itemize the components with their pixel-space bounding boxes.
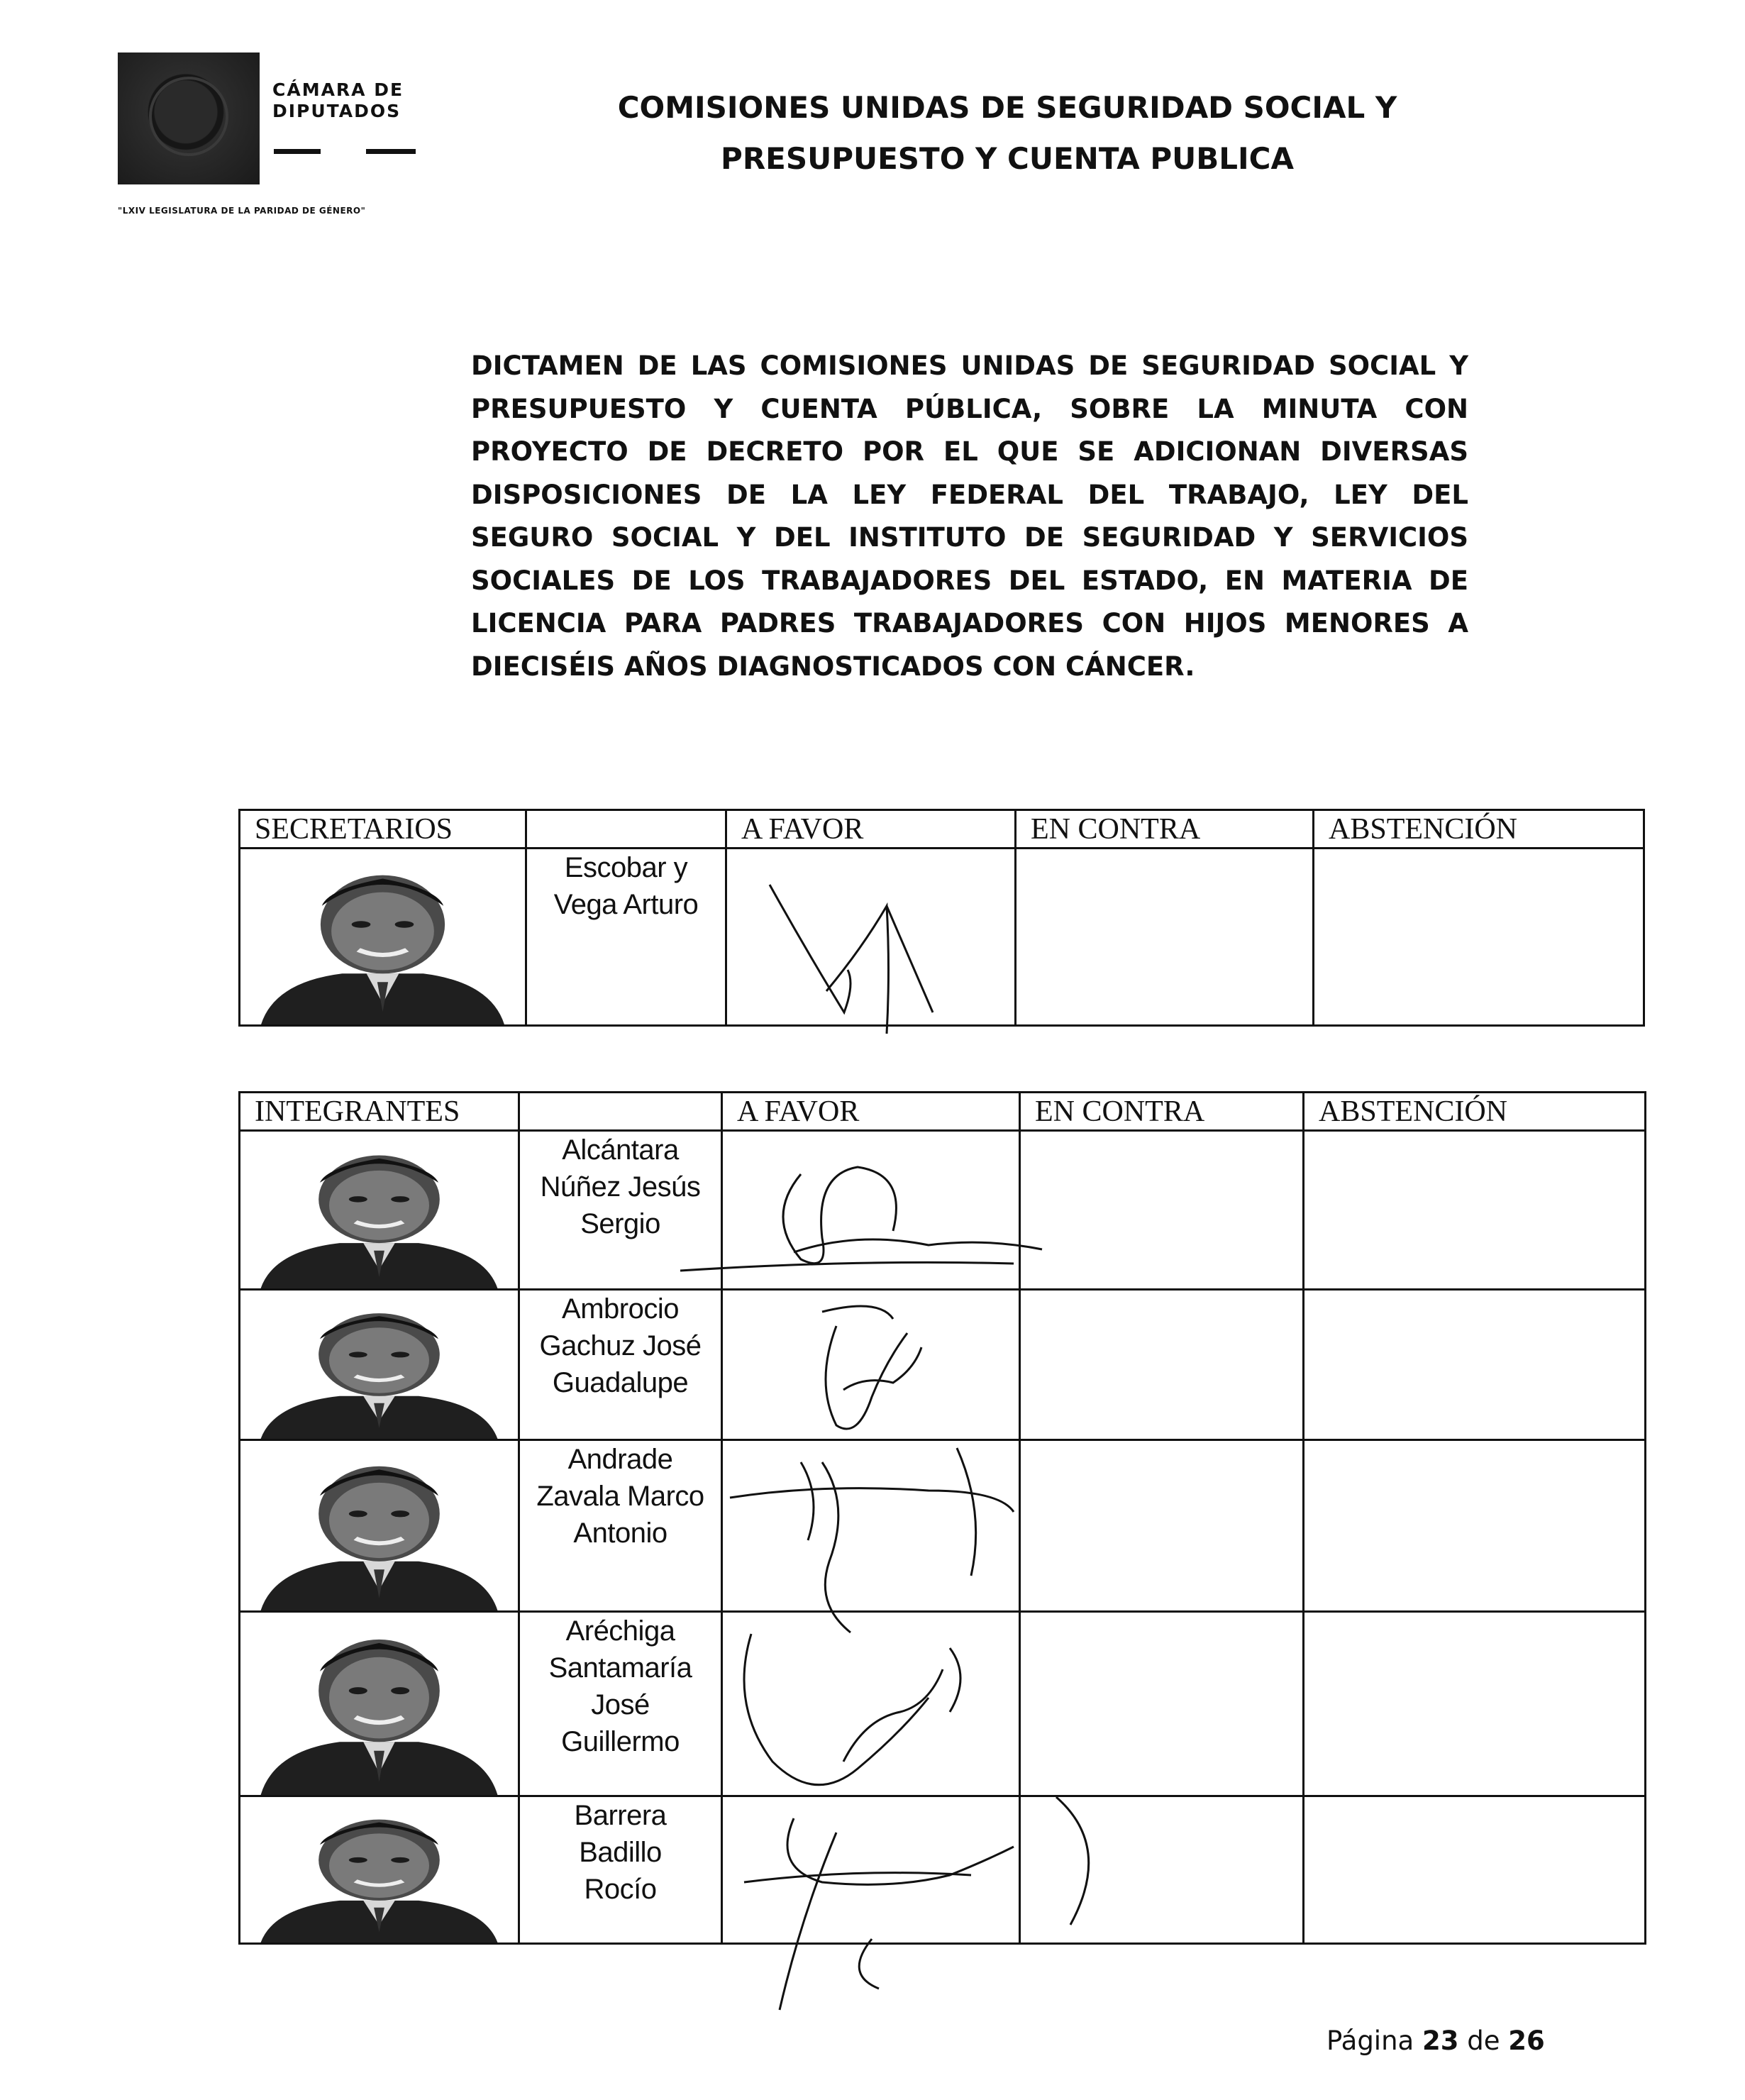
dictamen-text: DICTAMEN DE LAS COMISIONES UNIDAS DE SEGURIDAD SOCIAL Y PRESUPUESTO Y CUENTA PÚBLICA, SOBRE LA MINUTA CON PROYECTO DE DECRETO POR EL QUE SE ADICIONAN DIVERSAS DISPOSICIONES DE LA LEY FEDERAL DEL TRABAJO, LEY DEL SEGURO SOCIAL Y DEL INSTITUTO DE SEGURIDAD Y SERVICIOS SOCIALES DE LOS TRABAJADORES DEL ESTADO, EN MATERIA DE LICENCIA PARA PADRES TRABAJADORES CON HIJOS MENORES A DIECISÉIS AÑOS DIAGNOSTICADOS CON CÁNCER. xyxy=(471,350,1468,682)
logo-bar-right xyxy=(366,149,416,154)
favor-cell xyxy=(726,849,1016,1026)
logo-text xyxy=(272,79,428,122)
table-row xyxy=(240,849,1644,1026)
header-favor: A FAVOR xyxy=(726,810,1016,849)
table-row xyxy=(240,1131,1646,1290)
member-photo xyxy=(240,1612,519,1796)
header-abstencion: ABSTENCIÓN xyxy=(1304,1093,1646,1131)
portrait-image xyxy=(248,1803,511,1942)
title-line-1: COMISIONES UNIDAS DE SEGURIDAD SOCIAL Y xyxy=(617,90,1397,125)
table-row xyxy=(240,1440,1646,1612)
page-title xyxy=(539,82,1475,184)
member-photo xyxy=(240,1796,519,1944)
abstencion-cell xyxy=(1304,1612,1646,1796)
favor-cell xyxy=(722,1290,1020,1440)
portrait-image xyxy=(248,1296,511,1439)
abstencion-cell xyxy=(1314,849,1644,1026)
favor-cell xyxy=(722,1440,1020,1612)
header-contra: EN CONTRA xyxy=(1016,810,1314,849)
logo-line-1: CÁMARA DE xyxy=(272,79,404,100)
member-name: Barrera Badillo Rocío xyxy=(519,1796,722,1944)
page-number: Página 23 de 26 xyxy=(1326,2026,1545,2056)
contra-cell xyxy=(1020,1440,1304,1612)
table-row xyxy=(240,1796,1646,1944)
secretarios-table xyxy=(238,809,1645,1027)
member-name: Ambrocio Gachuz José Guadalupe xyxy=(519,1290,722,1440)
member-photo xyxy=(240,1290,519,1440)
portrait-image xyxy=(248,1447,511,1610)
table-row xyxy=(240,1612,1646,1796)
member-name: Aréchiga Santamaría José Guillermo xyxy=(519,1612,722,1796)
favor-cell xyxy=(722,1796,1020,1944)
portrait-image xyxy=(248,855,518,1024)
favor-cell xyxy=(722,1131,1020,1290)
abstencion-cell xyxy=(1304,1796,1646,1944)
member-photo xyxy=(240,849,526,1026)
abstencion-cell xyxy=(1304,1290,1646,1440)
header-blank xyxy=(526,810,726,849)
favor-cell xyxy=(722,1612,1020,1796)
legislature-tagline: "LXIV LEGISLATURA DE LA PARIDAD DE GÉNERO" xyxy=(118,206,366,216)
logo-line-2: DIPUTADOS xyxy=(272,101,401,121)
member-photo xyxy=(240,1440,519,1612)
abstencion-cell xyxy=(1304,1131,1646,1290)
header-contra: EN CONTRA xyxy=(1020,1093,1304,1131)
contra-cell xyxy=(1020,1612,1304,1796)
seal-icon xyxy=(149,77,228,156)
header-favor: A FAVOR xyxy=(722,1093,1020,1131)
header-abstencion: ABSTENCIÓN xyxy=(1314,810,1644,849)
header-secretarios: SECRETARIOS xyxy=(240,810,526,849)
member-photo xyxy=(240,1131,519,1290)
integrantes-table xyxy=(238,1091,1646,1945)
member-name: Andrade Zavala Marco Antonio xyxy=(519,1440,722,1612)
signature-barrera xyxy=(716,1776,1141,2074)
signature-escobar xyxy=(720,828,1018,1034)
header-integrantes: INTEGRANTES xyxy=(240,1093,519,1131)
title-line-2: PRESUPUESTO Y CUENTA PUBLICA xyxy=(721,141,1294,176)
header-blank xyxy=(519,1093,722,1131)
table-row xyxy=(240,1290,1646,1440)
member-name: Alcántara Núñez Jesús Sergio xyxy=(519,1131,722,1290)
contra-cell xyxy=(1016,849,1314,1026)
portrait-image xyxy=(248,1618,511,1795)
logo-bar-left xyxy=(274,149,321,154)
member-name: Escobar y Vega Arturo xyxy=(526,849,726,1026)
portrait-image xyxy=(248,1137,511,1288)
abstencion-cell xyxy=(1304,1440,1646,1612)
